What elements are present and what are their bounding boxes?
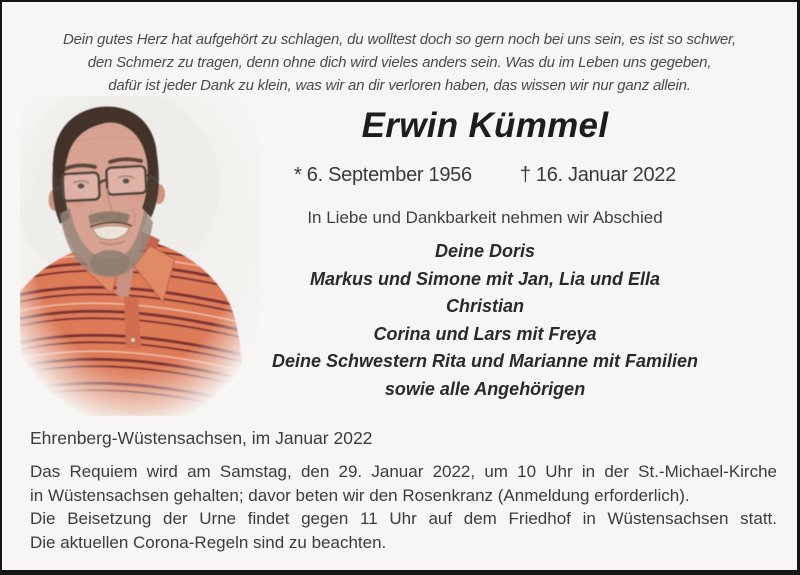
portrait-photo-svg bbox=[18, 96, 262, 416]
mourners-list bbox=[252, 238, 718, 403]
verse-line: den Schmerz zu tragen, denn ohne dich wird vieles anders sein. Was du im Leben uns gegeben, bbox=[87, 54, 712, 71]
birth-date: * 6. September 1956 bbox=[294, 164, 472, 186]
life-dates bbox=[252, 164, 718, 187]
portrait-photo bbox=[18, 96, 262, 416]
service-line: Das Requiem wird am Samstag, den 29. Januar 2022, um 10 Uhr in der St.-Michael-Kirche bbox=[30, 462, 777, 481]
mourner-line: sowie alle Angehörigen bbox=[384, 378, 586, 399]
verse-line: Dein gutes Herz hat aufgehört zu schlagen, du wolltest doch so gern noch bei uns sein, es ist so schwer, bbox=[63, 31, 736, 48]
farewell-text: In Liebe und Dankbarkeit nehmen wir Abschied bbox=[307, 208, 663, 227]
verse-line: dafür ist jeder Dank zu klein, was wir an dir verloren haben, das wissen wir nur ganz allein. bbox=[108, 77, 691, 94]
service-line: Die Beisetzung der Urne findet gegen 11 Uhr auf dem Friedhof in Wüstensachsen statt. bbox=[30, 509, 777, 528]
shirt-button bbox=[130, 337, 135, 342]
mourner-line: Deine Doris bbox=[434, 241, 536, 261]
mourner-line: Christian bbox=[445, 296, 524, 316]
mourner-line: Deine Schwestern Rita und Marianne mit Familien bbox=[271, 351, 699, 371]
deceased-name: Erwin Kümmel bbox=[361, 106, 609, 145]
memorial-verse bbox=[2, 28, 797, 97]
service-info bbox=[30, 460, 777, 554]
death-date: † 16. Januar 2022 bbox=[519, 164, 676, 186]
service-line: Die aktuellen Corona-Regeln sind zu beachten. bbox=[30, 532, 387, 552]
service-line: in Wüstensachsen gehalten; davor beten wir den Rosenkranz (Anmeldung erforderlich). bbox=[30, 485, 690, 505]
mourner-line: Markus und Simone mit Jan, Lia und Ella bbox=[309, 268, 661, 289]
mourner-line: Corina und Lars mit Freya bbox=[373, 323, 597, 344]
place-date-line: Ehrenberg-Wüstensachsen, im Januar 2022 bbox=[30, 428, 373, 448]
